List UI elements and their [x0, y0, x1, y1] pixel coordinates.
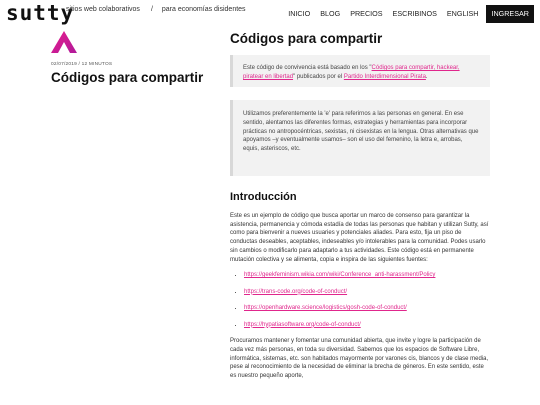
list-item: [244, 304, 490, 312]
closing-paragraph: Procuramos mantener y fomentar una comunidad abierta, que invite y logre la participación de cada vez más personas, en toda su diversidad. Sabemos que los espacios de Software Libre, informática, sistemas, etc. son habitados mayormente por varones cis, blancos y de clase media, pese al reconocimiento de la necesidad de eliminar la brecha de géneros. En este sentido, este es nuestro pequeño aporte,: [230, 338, 489, 380]
nav-escribinos[interactable]: ESCRIBINOS: [392, 9, 437, 18]
codigos-link[interactable]: Códigos para compartir, hackear, piratear en libertad: [243, 65, 460, 80]
sources-list: [230, 271, 490, 329]
intro-heading: Introducción: [230, 191, 297, 203]
site-logo[interactable]: sutty: [6, 1, 75, 25]
tagline-separator: /: [150, 6, 153, 13]
list-item: [244, 321, 490, 329]
tagline-right: para economías disidentes: [161, 6, 246, 13]
intro-paragraph: Este es un ejemplo de código que busca aportar un marco de consenso para garantizar la asistencia, permanencia y cómoda estadía de todas las personas que habitan y utilizan Sutty, así como para bienvenir a nueves usuaries y potenciales aliades. Para esto, fija un piso de conductas deseables, aceptables, indeseables y/o intolerables para la comunidad. Podes usarlo sin cambios o modificarlo para adaptarlo a tus actividades. Este código está en permanente mutación colectiva y se alimenta, copia e inspira de las siguientes fuentes:: [230, 213, 489, 263]
source-note-text-middle: " publicados por el: [293, 73, 344, 80]
source-link-trans-code[interactable]: https://trans-code.org/code-of-conduct/: [244, 288, 348, 295]
nav-precios[interactable]: PRECIOS: [350, 9, 383, 18]
source-note-text: Este código de convivencia está basado en los ": [243, 65, 372, 71]
list-item: [244, 271, 490, 279]
nav-inicio[interactable]: INICIO: [288, 9, 311, 18]
article-title: Códigos para compartir: [230, 31, 383, 46]
source-link-geekfeminism[interactable]: https://geekfeminism.wikia.com/wiki/Conference_anti-harassment/Policy: [244, 272, 436, 279]
source-link-hypatia[interactable]: https://hypatiasoftware.org/code-of-conduct/: [244, 321, 361, 328]
source-note-end: .: [425, 73, 428, 80]
language-note: Utilizamos preferentemente la 'e' para referirnos a las personas en general. En ese sentido, alentamos las diferentes formas, estrategias y herramientas para incorporar prácticas no antropocéntricas, sexistas, ni cisexistas en la lengua. Otras alternativas que apoyamos –y eventualmente usamos– son el uso del femenino, la letra e, arrobas, equis, asteriscos, etc.: [230, 100, 490, 176]
partido-pirata-link[interactable]: Partido Interdimensional Pirata: [343, 73, 426, 80]
nav-blog[interactable]: BLOG: [320, 9, 341, 18]
site-tagline: [66, 6, 246, 13]
post-title: Códigos para compartir: [51, 70, 204, 85]
source-link-openhardware[interactable]: https://openhardware.science/logistics/gosh-code-of-conduct/: [244, 305, 407, 312]
article: [230, 30, 490, 381]
sutty-chevron-icon: [51, 31, 77, 53]
tagline-left: sitios web colaborativos: [66, 6, 140, 13]
nav-english[interactable]: ENGLISH: [446, 9, 479, 18]
list-item: [244, 288, 490, 296]
post-meta: 02/07/2019 / 12 MINUTOS: [51, 62, 113, 67]
main-nav: [278, 5, 534, 23]
login-button[interactable]: INGRESAR: [486, 5, 534, 23]
source-note: [230, 55, 490, 87]
site-header: [0, 0, 540, 30]
